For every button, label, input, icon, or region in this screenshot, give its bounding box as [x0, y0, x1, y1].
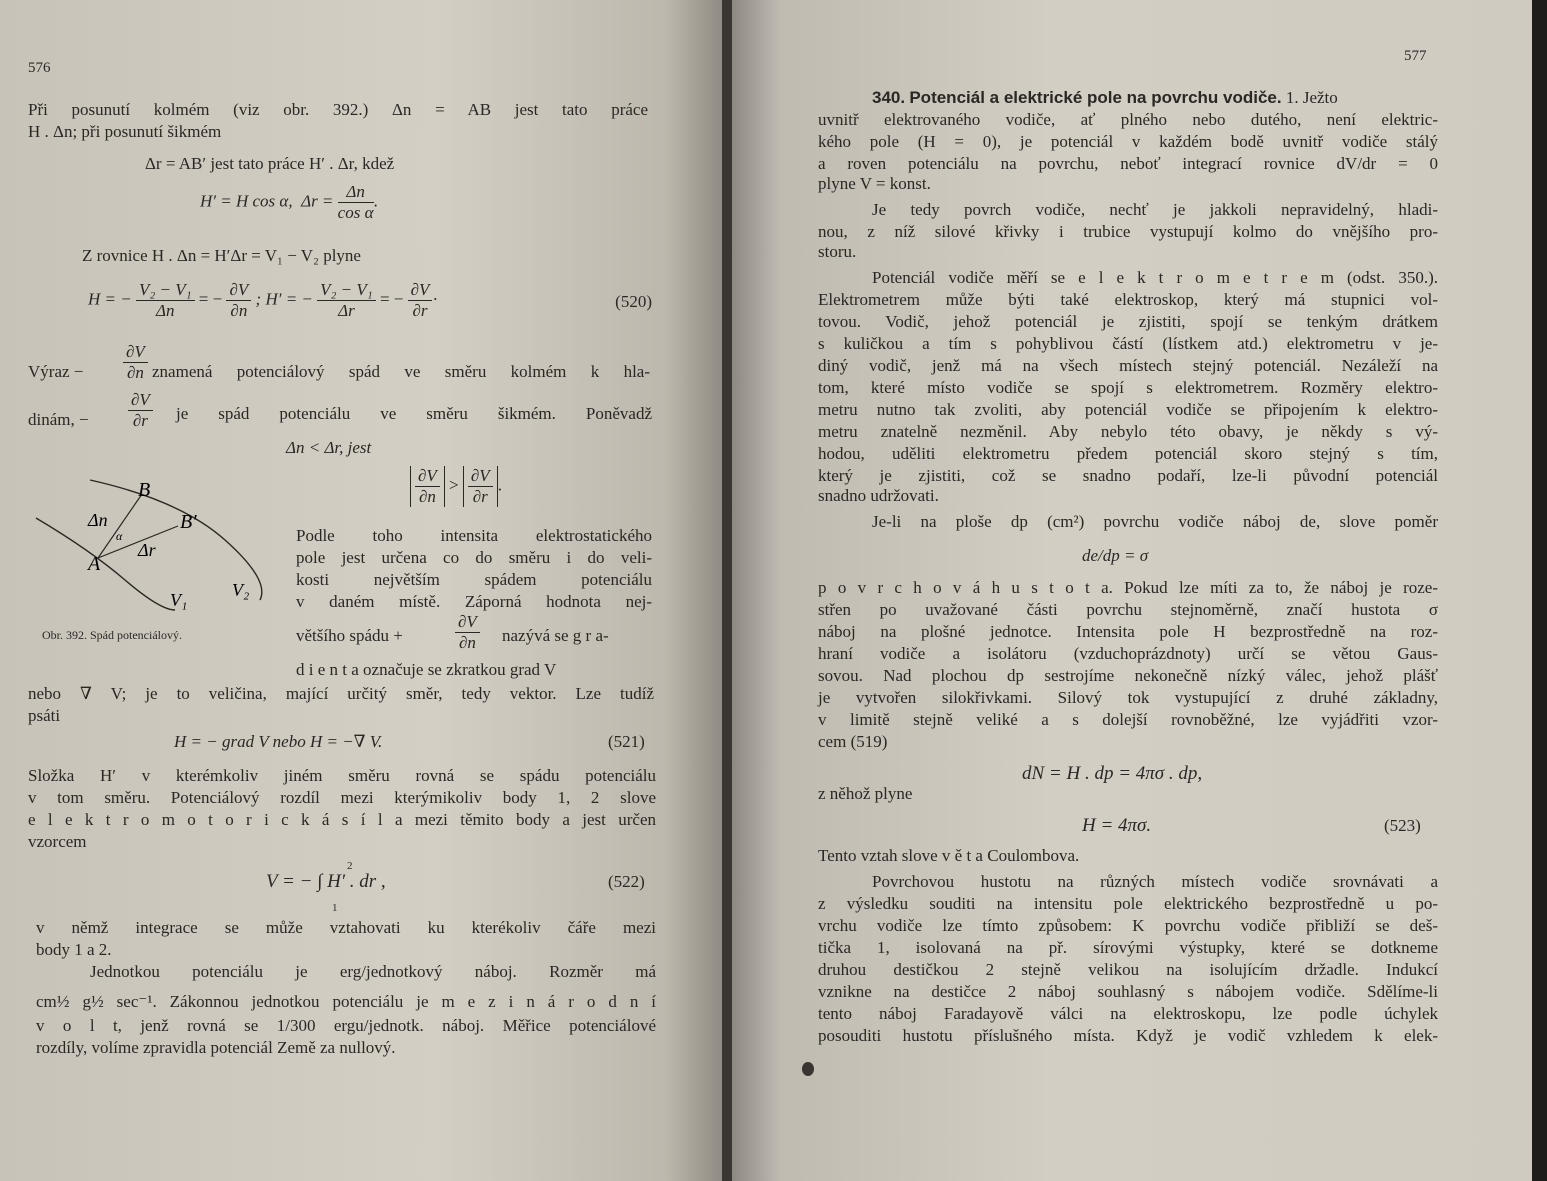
numerator: ∂V — [415, 466, 440, 487]
text-line: sovou. Nad plochou dp sestrojíme nekonečně nízký válec, jehož plášť — [818, 666, 1438, 685]
text-line: H . Δn; při posunutí šikmém — [28, 122, 222, 141]
text-line: vznikne na destičce 2 náboj souhlasný s nábojem vodiče. Sdělíme-li — [818, 982, 1438, 1001]
fraction — [317, 280, 376, 321]
text-line: vzorcem — [28, 832, 87, 851]
equation-523: H = 4πσ. — [1082, 815, 1152, 836]
section-number: 340. — [872, 88, 906, 107]
text-line: Podle toho intensita elektrostatického — [296, 526, 652, 545]
section-heading — [872, 88, 1338, 108]
text-line: Je-li na ploše dp (cm²) povrchu vodiče náboj de, slove poměr — [872, 512, 1438, 531]
text-line: Výraz − — [28, 362, 84, 381]
text-line: Jednotkou potenciálu je erg/jednotkový náboj. Rozměr má — [90, 962, 656, 981]
denominator: ∂r — [472, 487, 488, 506]
equation-520: H = − $\frac{\text{V₂ − V₁}}{\Delta n}$ = − $\frac{\partial V}{\partial n}$ ; H′ = − $\frac{\text{V₂ − V₁}}{\Delta r}$ = − $\frac{\partial V}{\partial r}$ · (520) — [88, 280, 652, 320]
denominator: cos α — [337, 203, 374, 222]
text-line: dinám, − — [28, 410, 89, 429]
numerator: ∂V — [128, 390, 153, 411]
denominator: ∂n — [230, 301, 248, 320]
text-line: snadno udržovati. — [818, 486, 939, 505]
text-line: metru nutno tak zvoliti, aby potenciál vodiče se připojením k elektro- — [818, 400, 1438, 419]
text-line: Povrchovou hustotu na různých místech vodiče srovnávati a — [872, 872, 1438, 891]
fraction — [455, 612, 480, 653]
text-line: v tom směru. Potenciálový rozdíl mezi kterýmikoliv body 1, 2 slove — [28, 788, 656, 807]
text-line: tovou. Vodič, jehož potenciál je zjistiti, spojí se tenkým drátkem — [818, 312, 1438, 331]
text-line: a roven potenciálu na povrchu, neboť integrací rovnice dV/dr = 0 — [818, 154, 1438, 173]
label-B: B — [138, 479, 151, 501]
label-V2: V₂ — [232, 580, 250, 600]
numerator: ∂V — [123, 342, 148, 363]
text-line: Potenciál vodiče měří se e l e k t r o m e t r e m (odst. 350.). — [872, 268, 1438, 287]
text-line: psáti — [28, 706, 61, 725]
equation-term: = − — [379, 289, 404, 309]
text-line: pole jest určena co do směru i do veli- — [296, 548, 652, 567]
text-line: cm½ g½ sec⁻¹. Zákonnou jednotkou potenciálu je m e z i n á r o d n í — [36, 992, 656, 1011]
equation-term: = − — [198, 289, 223, 309]
text-line: metru znatelně nezměnil. Aby nebylo této obavy, je někdy s vý- — [818, 422, 1438, 441]
label-A: A — [88, 553, 101, 575]
text-line: střen po uvažované části povrchu stejnoměrně, značí hustota σ — [818, 600, 1438, 619]
numerator: ∂V — [455, 612, 480, 633]
text-line: Elektrometrem může býti také elektroskop, který má stupnici vol- — [818, 290, 1438, 309]
text-line: s kuličkou a tím s pohyblivou částí (lístkem atd.) elektrometru v je- — [818, 334, 1438, 353]
absolute-value — [463, 466, 498, 507]
numerator: ∂V — [408, 280, 433, 301]
text-line: d i e n t a označuje se zkratkou grad V — [296, 660, 557, 679]
equation-number: (521) — [608, 732, 645, 751]
figure-caption: Obr. 392. Spád potenciálový. — [42, 628, 182, 642]
left-page — [0, 0, 724, 1181]
equation-flux: dN = H . dp = 4πσ . dp, — [1022, 763, 1203, 784]
text-line: v němž integrace se může vztahovati ku kterékoliv čáře mezi — [36, 918, 656, 937]
text-line: tička 1, isolovaná na př. sírovými výstupky, které se dotkneme — [818, 938, 1438, 957]
denominator: ∂n — [126, 363, 144, 382]
denominator: ∂r — [412, 301, 428, 320]
equation-number: (523) — [1384, 816, 1421, 835]
equation-cos: H′ = H cos α, Δr = $\frac{\Delta n}{\text{cos α}}$ . — [200, 182, 378, 222]
text-line: Z rovnice H . Δn = H′Δr = V₁ − V₂ plyne — [82, 246, 361, 265]
fraction — [338, 182, 374, 223]
section-title: Potenciál a elektrické pole na povrchu vodiče. — [909, 88, 1282, 107]
label-dn: Δn — [88, 510, 108, 530]
text-line: uvnitř elektrovaného vodiče, ať plného nebo dutého, není elektric- — [818, 110, 1438, 129]
equation-term: H = − — [88, 289, 132, 309]
text-line: v o l t, jenž rovná se 1/300 ergu/jednotk. náboj. Měřice potenciálové — [36, 1016, 656, 1035]
fraction — [415, 466, 440, 507]
text-line: hraní vodiče a isolátoru (vzduchoprázdnoty) určí se větou Gaus- — [818, 644, 1438, 663]
text-line: vrchu vodiče lze tímto způsobem: K povrchu vodiče přibliží se deš- — [818, 916, 1438, 935]
text-line: posouditi hustotu příslušného místa. Když je vodič vzhledem k elek- — [818, 1026, 1438, 1045]
label-alpha: α — [116, 529, 123, 543]
text-line: p o v r c h o v á h u s t o t a. Pokud lze míti za to, že náboj je roze- — [818, 578, 1438, 597]
fraction — [408, 280, 433, 321]
page-number: 577 — [1404, 48, 1427, 64]
integral-upper-limit: 2 — [347, 860, 353, 872]
equation-521: H = − grad V nebo H = −∇ V. — [174, 732, 383, 751]
equation-abs-compare: $\frac{\partial V}{\partial n}$ > $\frac{\partial V}{\partial r}$ . — [410, 466, 502, 507]
text-line: Δr = AB′ jest tato práce H′ . Δr, kdež — [145, 154, 395, 173]
numerator: ∂V — [468, 466, 493, 487]
text-line: plyne V = konst. — [818, 174, 931, 193]
text-line: Při posunutí kolmém (viz obr. 392.) Δn = AB jest tato práce — [28, 100, 648, 119]
ink-blot — [802, 1062, 814, 1076]
numerator: ∂V — [226, 280, 251, 301]
text-line: který je zjistiti, což se snadno podaří, lze-li původní potenciál — [818, 466, 1438, 485]
text-line: je vytvořen silokřivkami. Silový tok vystupující z druhé základny, — [818, 688, 1438, 707]
equation-term: > — [449, 475, 459, 495]
text-line: Složka H′ v kterémkoliv jiném směru rovná se spádu potenciálu — [28, 766, 656, 785]
numerator: Δn — [338, 182, 374, 203]
fraction — [128, 390, 153, 431]
text-line: tento náboj Faradayově válci na elektroskopu, lze podle úchylek — [818, 1004, 1438, 1023]
fraction — [226, 280, 251, 321]
text-line: znamená potenciálový spád ve směru kolmém k hla- — [152, 362, 650, 381]
page-number: 576 — [28, 60, 51, 76]
right-page — [732, 0, 1532, 1181]
equation-term: Δr = — [301, 191, 334, 211]
denominator: Δn — [156, 301, 175, 320]
text-line: rozdíly, volíme zpravidla potenciál Země za nullový. — [36, 1038, 396, 1057]
fraction — [123, 342, 148, 383]
text-line: storu. — [818, 242, 857, 261]
label-V1: V₁ — [170, 590, 188, 610]
label-B-prime: B′ — [180, 511, 197, 533]
text-line: z výsledku souditi na intensitu pole elektrického bezprostředně u po- — [818, 894, 1438, 913]
text-line: tom, které místo vodiče se spojí s elektrometrem. Rozměry elektro- — [818, 378, 1438, 397]
text-line: většího spádu + — [296, 626, 403, 645]
text-line: z něhož plyne — [818, 784, 913, 803]
text-line: nazývá se g r a- — [502, 626, 609, 645]
text-line: body 1 a 2. — [36, 940, 112, 959]
text-line: kého pole (H = 0), je potenciál v každém bodě uvnitř vodiče stálý — [818, 132, 1438, 151]
equation-522: V = − ∫ H′ . dr , — [266, 871, 386, 892]
denominator: ∂n — [418, 487, 436, 506]
book-edge — [1532, 0, 1547, 1181]
equation-term: H′ = H cos α, — [200, 191, 293, 211]
numerator: V₂ − V₁ — [136, 280, 195, 301]
fraction — [468, 466, 493, 507]
text-line: Δn < Δr, jest — [286, 438, 372, 457]
text-line: nebo ∇ V; je to veličina, mající určitý směr, tedy vektor. Lze tudíž — [28, 684, 654, 703]
text-line: Je tedy povrch vodiče, nechť je jakkoli nepravidelný, hladi- — [872, 200, 1438, 219]
text-line: v limitě stejně veliké a s dolejší rovnoběžné, lze vyjádřiti vzor- — [818, 710, 1438, 729]
text-line: druhou destičkou 2 stejně velikou na isolujícím držadle. Indukcí — [818, 960, 1438, 979]
equation-sigma: de/dp = σ — [1082, 546, 1149, 565]
denominator: ∂n — [458, 633, 476, 652]
text-line: je spád potenciálu ve směru šikmém. Poněvadž — [176, 404, 652, 423]
text-line: v daném místě. Záporná hodnota nej- — [296, 592, 652, 611]
numerator: V₂ − V₁ — [317, 280, 376, 301]
text-line: hodou, uděliti elektrometru předem potenciál skoro stejný s tím, — [818, 444, 1438, 463]
text-line: kosti největším spádem potenciálu — [296, 570, 652, 589]
equation-number: (520) — [615, 292, 652, 311]
text-line: cem (519) — [818, 732, 888, 751]
absolute-value — [410, 466, 445, 507]
text-line: e l e k t r o m o t o r i c k á s í l a mezi těmito body a jest určen — [28, 810, 656, 829]
heading-continuation: 1. Ježto — [1285, 88, 1338, 107]
fraction — [136, 280, 195, 321]
text-line: náboj na plošné jednotce. Intensita pole H bezprostředně na roz- — [818, 622, 1438, 641]
integral-lower-limit: 1 — [332, 902, 338, 914]
equation-term: ; H′ = − — [255, 289, 313, 309]
text-line: nou, z níž silové křivky i trubice vystupují kolmo do vnějšího pro- — [818, 222, 1438, 241]
text-line: Tento vztah slove v ě t a Coulombova. — [818, 846, 1080, 865]
equation-number: (522) — [608, 872, 645, 891]
text-line: diný vodič, jenž má na všech místech stejný potenciál. Nezáleží na — [818, 356, 1438, 375]
denominator: ∂r — [132, 411, 148, 430]
equipotential-line-1 — [36, 518, 175, 610]
denominator: Δr — [338, 301, 355, 320]
figure-potential-gradient — [30, 470, 280, 620]
label-dr: Δr — [138, 540, 156, 560]
